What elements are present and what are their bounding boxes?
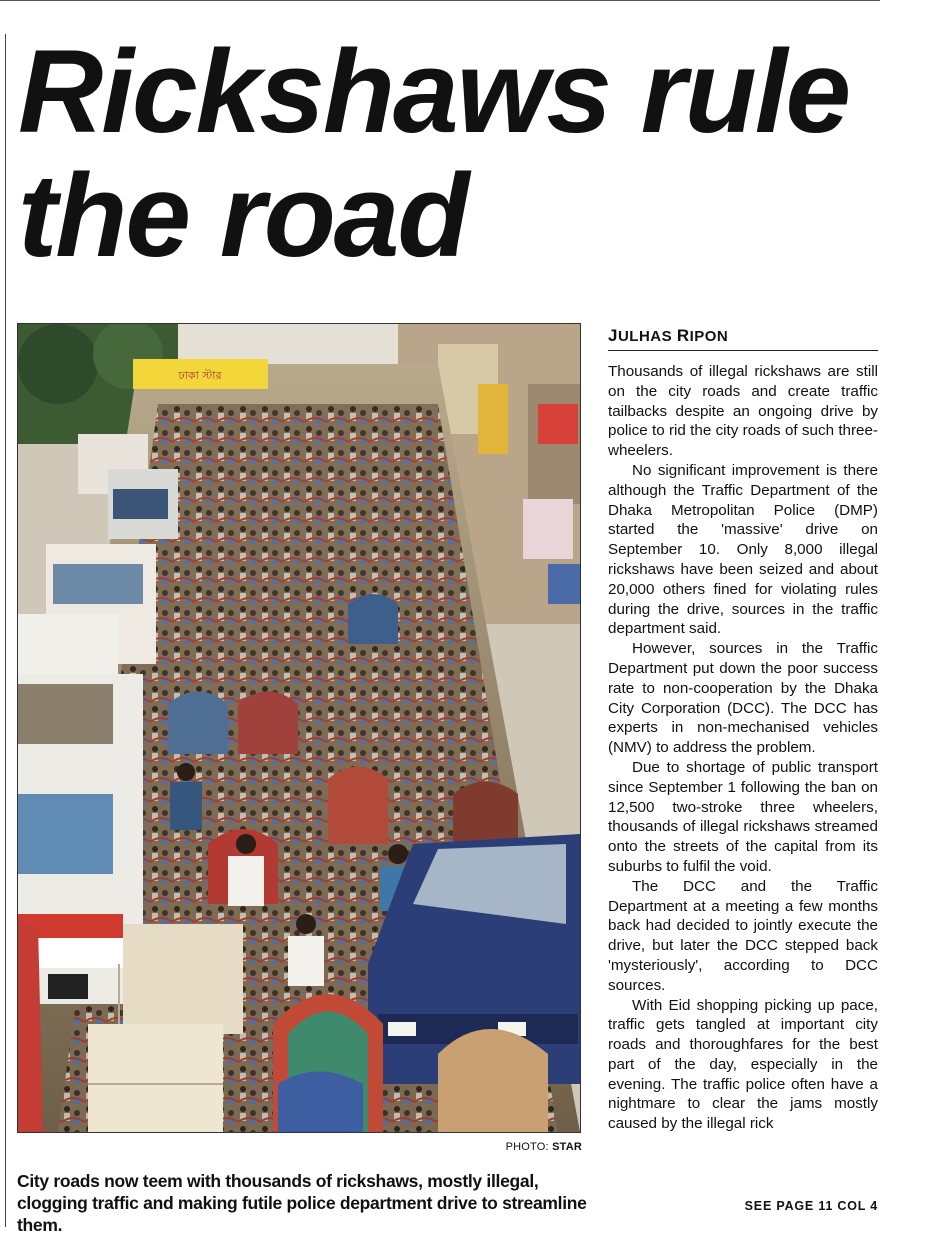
headline-line-2: the road [18,150,468,282]
street-photo [17,323,581,1133]
left-column-rule [5,34,6,1227]
article-paragraph: Thousands of illegal rickshaws are still on the city roads and create traffic tailbacks despite an ongoing drive by police to rid the city roads of such three-wheelers. [608,363,878,460]
traffic-scene-illustration [18,324,580,1132]
byline [608,326,878,351]
top-rule [0,0,880,1]
photo-credit-prefix: PHOTO: [505,1141,549,1153]
headline-line-1: Rickshaws rule [18,26,850,158]
article-paragraph: Due to shortage of public transport since September 1 following the ban on 12,500 two-stroke three wheelers, thousands of illegal rickshaws streamed onto the streets of the capital from its suburbs to fulfil the void. [608,758,878,875]
article-body [608,362,878,1134]
article-paragraph: With Eid shopping picking up pace, traffic gets tangled at important city roads and thoroughfares for the best part of the day, especially in the evening. The traffic police often have a nightmare to clear the jams mostly caused by the illegal rick [608,996,878,1133]
headline [18,26,888,282]
article-paragraph: The DCC and the Traffic Department at a meeting a few months back had decided to jointly execute the drive, but later the DCC stepped back 'mysteriously', according to DCC sources. [608,877,878,994]
byline-initial-2: R [676,326,690,345]
photo-credit-source: STAR [552,1141,582,1153]
photo-caption: City roads now teem with thousands of rickshaws, mostly illegal, clogging traffic and making futile police department drive to streamline them. [17,1171,587,1235]
byline-rest-1: ULHAS [617,328,673,345]
continuation-link[interactable]: SEE PAGE 11 COL 4 [744,1199,878,1213]
byline-rest-2: IPON [689,328,729,345]
byline-initial-1: J [608,326,618,345]
article-paragraph: However, sources in the Traffic Department put down the poor success rate to non-cooperation by the Dhaka City Corporation (DCC). The DCC has experts in non-mechanised vehicles (NMV) to address the problem. [608,640,878,757]
banner-text: ঢাকা স্টার [178,369,222,382]
photo-credit [420,1141,582,1153]
article-paragraph: No significant improvement is there although the Traffic Department of the Dhaka Metropolitan Police (DMP) started the 'massive' drive on September 10. Only 8,000 illegal rickshaws have been seized and about 20,000 others fined for violating rules during the drive, sources in the traffic department said. [608,461,878,638]
